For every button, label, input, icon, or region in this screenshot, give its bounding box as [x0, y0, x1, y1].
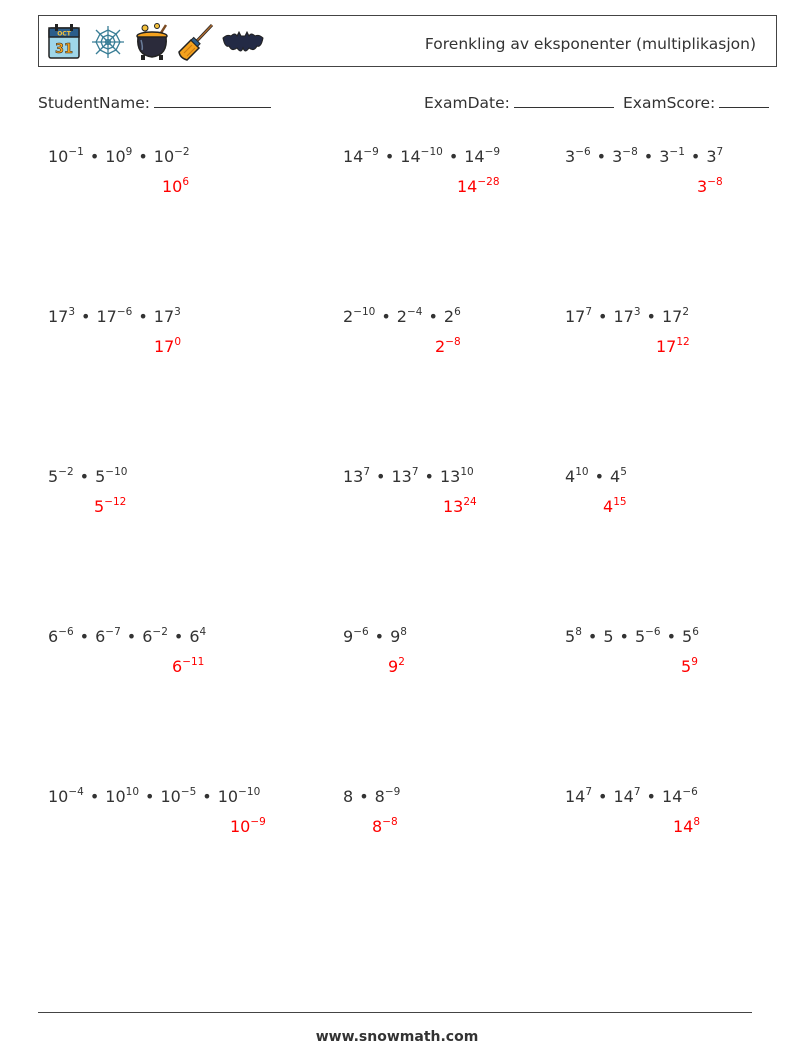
power: [218, 787, 261, 806]
exponent: −10: [420, 146, 443, 158]
base: 13: [443, 497, 464, 516]
exponent: 3: [174, 306, 181, 318]
exponent: 8: [400, 626, 407, 638]
problem-expression: [565, 467, 627, 486]
broom-icon: [177, 22, 215, 62]
base: 17: [565, 307, 586, 326]
answer: [230, 817, 266, 836]
base: 10: [105, 147, 126, 166]
exponent: 5: [620, 466, 627, 478]
base: 17: [96, 307, 117, 326]
exponent: 7: [633, 786, 641, 798]
base: 3: [706, 147, 717, 166]
exam-date-label: ExamDate:: [424, 94, 510, 112]
base: 5: [565, 627, 576, 646]
multiply-dot: •: [359, 787, 369, 806]
base: 6: [95, 627, 106, 646]
exponent: −9: [484, 146, 501, 158]
calendar-day: 31: [54, 42, 74, 57]
power: [435, 337, 461, 356]
base: 14: [673, 817, 694, 836]
power: [343, 147, 379, 166]
multiply-dot: •: [79, 627, 90, 646]
base: 14: [613, 787, 634, 806]
power: [142, 627, 168, 646]
exam-score-line[interactable]: [719, 93, 769, 108]
power: [154, 337, 181, 356]
power: [565, 787, 592, 806]
exponent: −11: [182, 656, 205, 668]
power: [656, 337, 690, 356]
base: 6: [48, 627, 59, 646]
power: [172, 657, 204, 676]
answer: [435, 337, 461, 356]
base: 4: [565, 467, 576, 486]
base: 10: [230, 817, 251, 836]
power: [372, 817, 398, 836]
answer: [94, 497, 126, 516]
exponent: 7: [585, 786, 593, 798]
footer-website: www.snowmath.com: [315, 1029, 479, 1045]
power: [613, 307, 640, 326]
multiply-dot: •: [690, 147, 701, 166]
exponent: −8: [622, 146, 638, 158]
power: [697, 177, 723, 196]
answer: [162, 177, 189, 196]
answer: [697, 177, 723, 196]
multiply-dot: •: [424, 467, 434, 486]
answer: [154, 337, 181, 356]
power: [343, 467, 370, 486]
cauldron-icon: [133, 22, 171, 62]
exam-date-line[interactable]: [514, 93, 614, 108]
base: 3: [565, 147, 576, 166]
base: 6: [172, 657, 183, 676]
student-name-label: StudentName:: [38, 94, 150, 112]
spiderweb-icon: [89, 22, 127, 62]
base: 9: [343, 627, 354, 646]
exponent: 8: [693, 816, 701, 828]
problem-expression: [343, 787, 400, 806]
multiply-dot: •: [173, 627, 184, 646]
multiply-dot: •: [145, 787, 155, 806]
base: 17: [613, 307, 634, 326]
power: [612, 147, 638, 166]
answer: [656, 337, 690, 356]
base: 5: [682, 627, 693, 646]
exponent: −2: [58, 466, 74, 478]
multiply-dot: •: [598, 787, 608, 806]
exam-score-field[interactable]: [623, 93, 769, 112]
power: [565, 147, 591, 166]
power: [375, 787, 401, 806]
power: [48, 627, 74, 646]
base: 14: [343, 147, 364, 166]
power: [464, 147, 500, 166]
exponent: −1: [68, 146, 84, 158]
power: [94, 497, 126, 516]
student-name-field[interactable]: [38, 93, 271, 112]
exponent: −4: [406, 306, 423, 318]
exponent: 6: [692, 626, 699, 638]
problem-expression: [48, 467, 127, 486]
power: [397, 307, 423, 326]
power: [659, 147, 685, 166]
exponent: −28: [477, 176, 500, 188]
base: 10: [217, 787, 239, 806]
base: 10: [162, 177, 183, 196]
multiply-dot: •: [126, 627, 137, 646]
multiply-dot: •: [381, 307, 391, 326]
exponent: −6: [353, 626, 369, 638]
base: 14: [565, 787, 586, 806]
exponent: −1: [669, 146, 685, 158]
power: [673, 817, 700, 836]
exponent: 6: [182, 176, 190, 188]
power: [96, 307, 132, 326]
multiply-dot: •: [202, 787, 212, 806]
multiply-dot: •: [596, 147, 607, 166]
base: 9: [388, 657, 399, 676]
base: 17: [661, 307, 683, 326]
exponent: 10: [460, 466, 474, 478]
power: [388, 657, 405, 676]
base: 5: [95, 467, 106, 486]
exponent: 0: [174, 336, 182, 348]
exponent: 10: [125, 786, 140, 798]
power: [682, 627, 699, 646]
power: [610, 467, 627, 486]
base: 10: [48, 147, 69, 166]
exponent: 3: [633, 306, 641, 318]
power: [390, 627, 407, 646]
footer-divider: [38, 1012, 752, 1013]
base: 6: [189, 627, 200, 646]
multiply-dot: •: [428, 307, 438, 326]
power: [162, 177, 189, 196]
power: [603, 497, 627, 516]
student-name-line[interactable]: [154, 93, 271, 108]
problem-expression: [343, 467, 474, 486]
base: 13: [439, 467, 461, 486]
base: 5: [48, 467, 59, 486]
multiply-dot: •: [376, 467, 386, 486]
multiply-dot: •: [643, 147, 654, 166]
exponent: −8: [707, 176, 723, 188]
base: 14: [457, 177, 478, 196]
header-box: [38, 15, 777, 67]
base: 4: [610, 467, 621, 486]
base: 17: [154, 337, 175, 356]
base: 5: [634, 627, 646, 646]
exponent: −2: [174, 146, 190, 158]
multiply-dot: •: [594, 467, 604, 486]
answer: [681, 657, 698, 676]
exponent: −6: [682, 786, 698, 798]
exponent: 7: [411, 466, 419, 478]
power: [613, 787, 640, 806]
base: 13: [343, 467, 364, 486]
power: [154, 307, 181, 326]
base: 8: [343, 787, 354, 806]
power: [662, 307, 689, 326]
exponent: 2: [682, 306, 690, 318]
exponent: −6: [58, 626, 74, 638]
power: [343, 787, 353, 806]
exponent: 3: [68, 306, 76, 318]
base: 5: [94, 497, 105, 516]
power: [603, 627, 613, 646]
answer: [172, 657, 204, 676]
answer: [443, 497, 477, 516]
power: [95, 467, 127, 486]
exponent: 12: [676, 336, 690, 348]
answer: [457, 177, 500, 196]
problem-expression: [565, 147, 723, 166]
power: [440, 467, 474, 486]
multiply-dot: •: [138, 147, 148, 166]
multiply-dot: •: [374, 627, 385, 646]
base: 10: [105, 787, 126, 806]
exponent: −10: [105, 466, 128, 478]
base: 8: [372, 817, 383, 836]
exponent: −7: [105, 626, 121, 638]
problem-expression: [343, 147, 500, 166]
power: [565, 627, 582, 646]
answer: [673, 817, 700, 836]
power: [565, 467, 589, 486]
exponent: −2: [152, 626, 168, 638]
multiply-dot: •: [646, 787, 656, 806]
exponent: 6: [454, 306, 461, 318]
multiply-dot: •: [448, 147, 459, 166]
power: [706, 147, 723, 166]
exam-score-label: ExamScore:: [623, 94, 716, 112]
power: [343, 627, 369, 646]
power: [160, 787, 196, 806]
answer: [388, 657, 405, 676]
exponent: −8: [445, 336, 461, 348]
base: 3: [612, 147, 623, 166]
base: 3: [697, 177, 708, 196]
power: [189, 627, 206, 646]
exponent: −6: [116, 306, 133, 318]
power: [400, 147, 443, 166]
multiply-dot: •: [587, 627, 598, 646]
power: [635, 627, 661, 646]
base: 10: [48, 787, 69, 806]
icon-strip: [45, 22, 265, 62]
problem-expression: [48, 787, 260, 806]
power: [230, 817, 266, 836]
base: 5: [603, 627, 614, 646]
base: 10: [153, 147, 175, 166]
exponent: 7: [716, 146, 724, 158]
exponent: 15: [613, 496, 627, 508]
power: [681, 657, 698, 676]
exponent: −12: [104, 496, 127, 508]
problem-expression: [343, 627, 407, 646]
multiply-dot: •: [666, 627, 677, 646]
multiply-dot: •: [89, 147, 100, 166]
multiply-dot: •: [79, 467, 90, 486]
exponent: 24: [463, 496, 477, 508]
multiply-dot: •: [384, 147, 395, 166]
exponent: 7: [363, 466, 371, 478]
base: 2: [396, 307, 407, 326]
base: 14: [400, 147, 421, 166]
calendar-icon: [45, 22, 83, 62]
power: [444, 307, 461, 326]
exponent: 9: [691, 656, 698, 668]
answer: [603, 497, 627, 516]
base: 13: [391, 467, 412, 486]
multiply-dot: •: [598, 307, 608, 326]
problem-expression: [343, 307, 461, 326]
base: 17: [153, 307, 175, 326]
power: [105, 147, 132, 166]
power: [443, 497, 477, 516]
answer: [372, 817, 398, 836]
base: 4: [603, 497, 614, 516]
problem-expression: [48, 147, 190, 166]
power: [391, 467, 418, 486]
exponent: 2: [398, 656, 405, 668]
exponent: −10: [353, 306, 376, 318]
multiply-dot: •: [81, 307, 91, 326]
power: [343, 307, 375, 326]
power: [105, 787, 139, 806]
power: [48, 147, 84, 166]
base: 3: [659, 147, 670, 166]
base: 8: [374, 787, 385, 806]
base: 14: [464, 147, 485, 166]
problem-expression: [565, 307, 689, 326]
exponent: −6: [575, 146, 591, 158]
exponent: 7: [585, 306, 593, 318]
power: [95, 627, 121, 646]
exponent: −9: [363, 146, 379, 158]
base: 9: [390, 627, 401, 646]
power: [48, 307, 75, 326]
exponent: −9: [384, 786, 401, 798]
power: [662, 787, 698, 806]
exponent: 10: [575, 466, 589, 478]
problem-expression: [48, 627, 206, 646]
power: [565, 307, 592, 326]
bat-icon: [221, 22, 265, 62]
calendar-month: OCT: [57, 30, 71, 38]
multiply-dot: •: [89, 787, 100, 806]
base: 2: [435, 337, 446, 356]
base: 14: [661, 787, 683, 806]
power: [48, 467, 74, 486]
base: 10: [160, 787, 181, 806]
exponent: −5: [180, 786, 197, 798]
exponent: −8: [382, 816, 398, 828]
power: [48, 787, 84, 806]
power: [457, 177, 500, 196]
exponent: −10: [238, 786, 261, 798]
exponent: 9: [125, 146, 133, 158]
problem-expression: [565, 627, 699, 646]
base: 2: [343, 307, 354, 326]
base: 2: [443, 307, 455, 326]
exponent: 8: [575, 626, 582, 638]
exam-date-field[interactable]: [424, 93, 614, 112]
multiply-dot: •: [646, 307, 656, 326]
exponent: 4: [199, 626, 207, 638]
base: 17: [656, 337, 677, 356]
power: [154, 147, 190, 166]
problem-expression: [48, 307, 181, 326]
multiply-dot: •: [138, 307, 148, 326]
worksheet-title: Forenkling av eksponenter (multiplikasjon): [424, 35, 756, 53]
base: 6: [142, 627, 153, 646]
exponent: −4: [68, 786, 84, 798]
problem-expression: [565, 787, 698, 806]
base: 5: [681, 657, 692, 676]
exponent: −9: [250, 816, 266, 828]
exponent: −6: [645, 626, 661, 638]
multiply-dot: •: [619, 627, 629, 646]
base: 17: [48, 307, 69, 326]
